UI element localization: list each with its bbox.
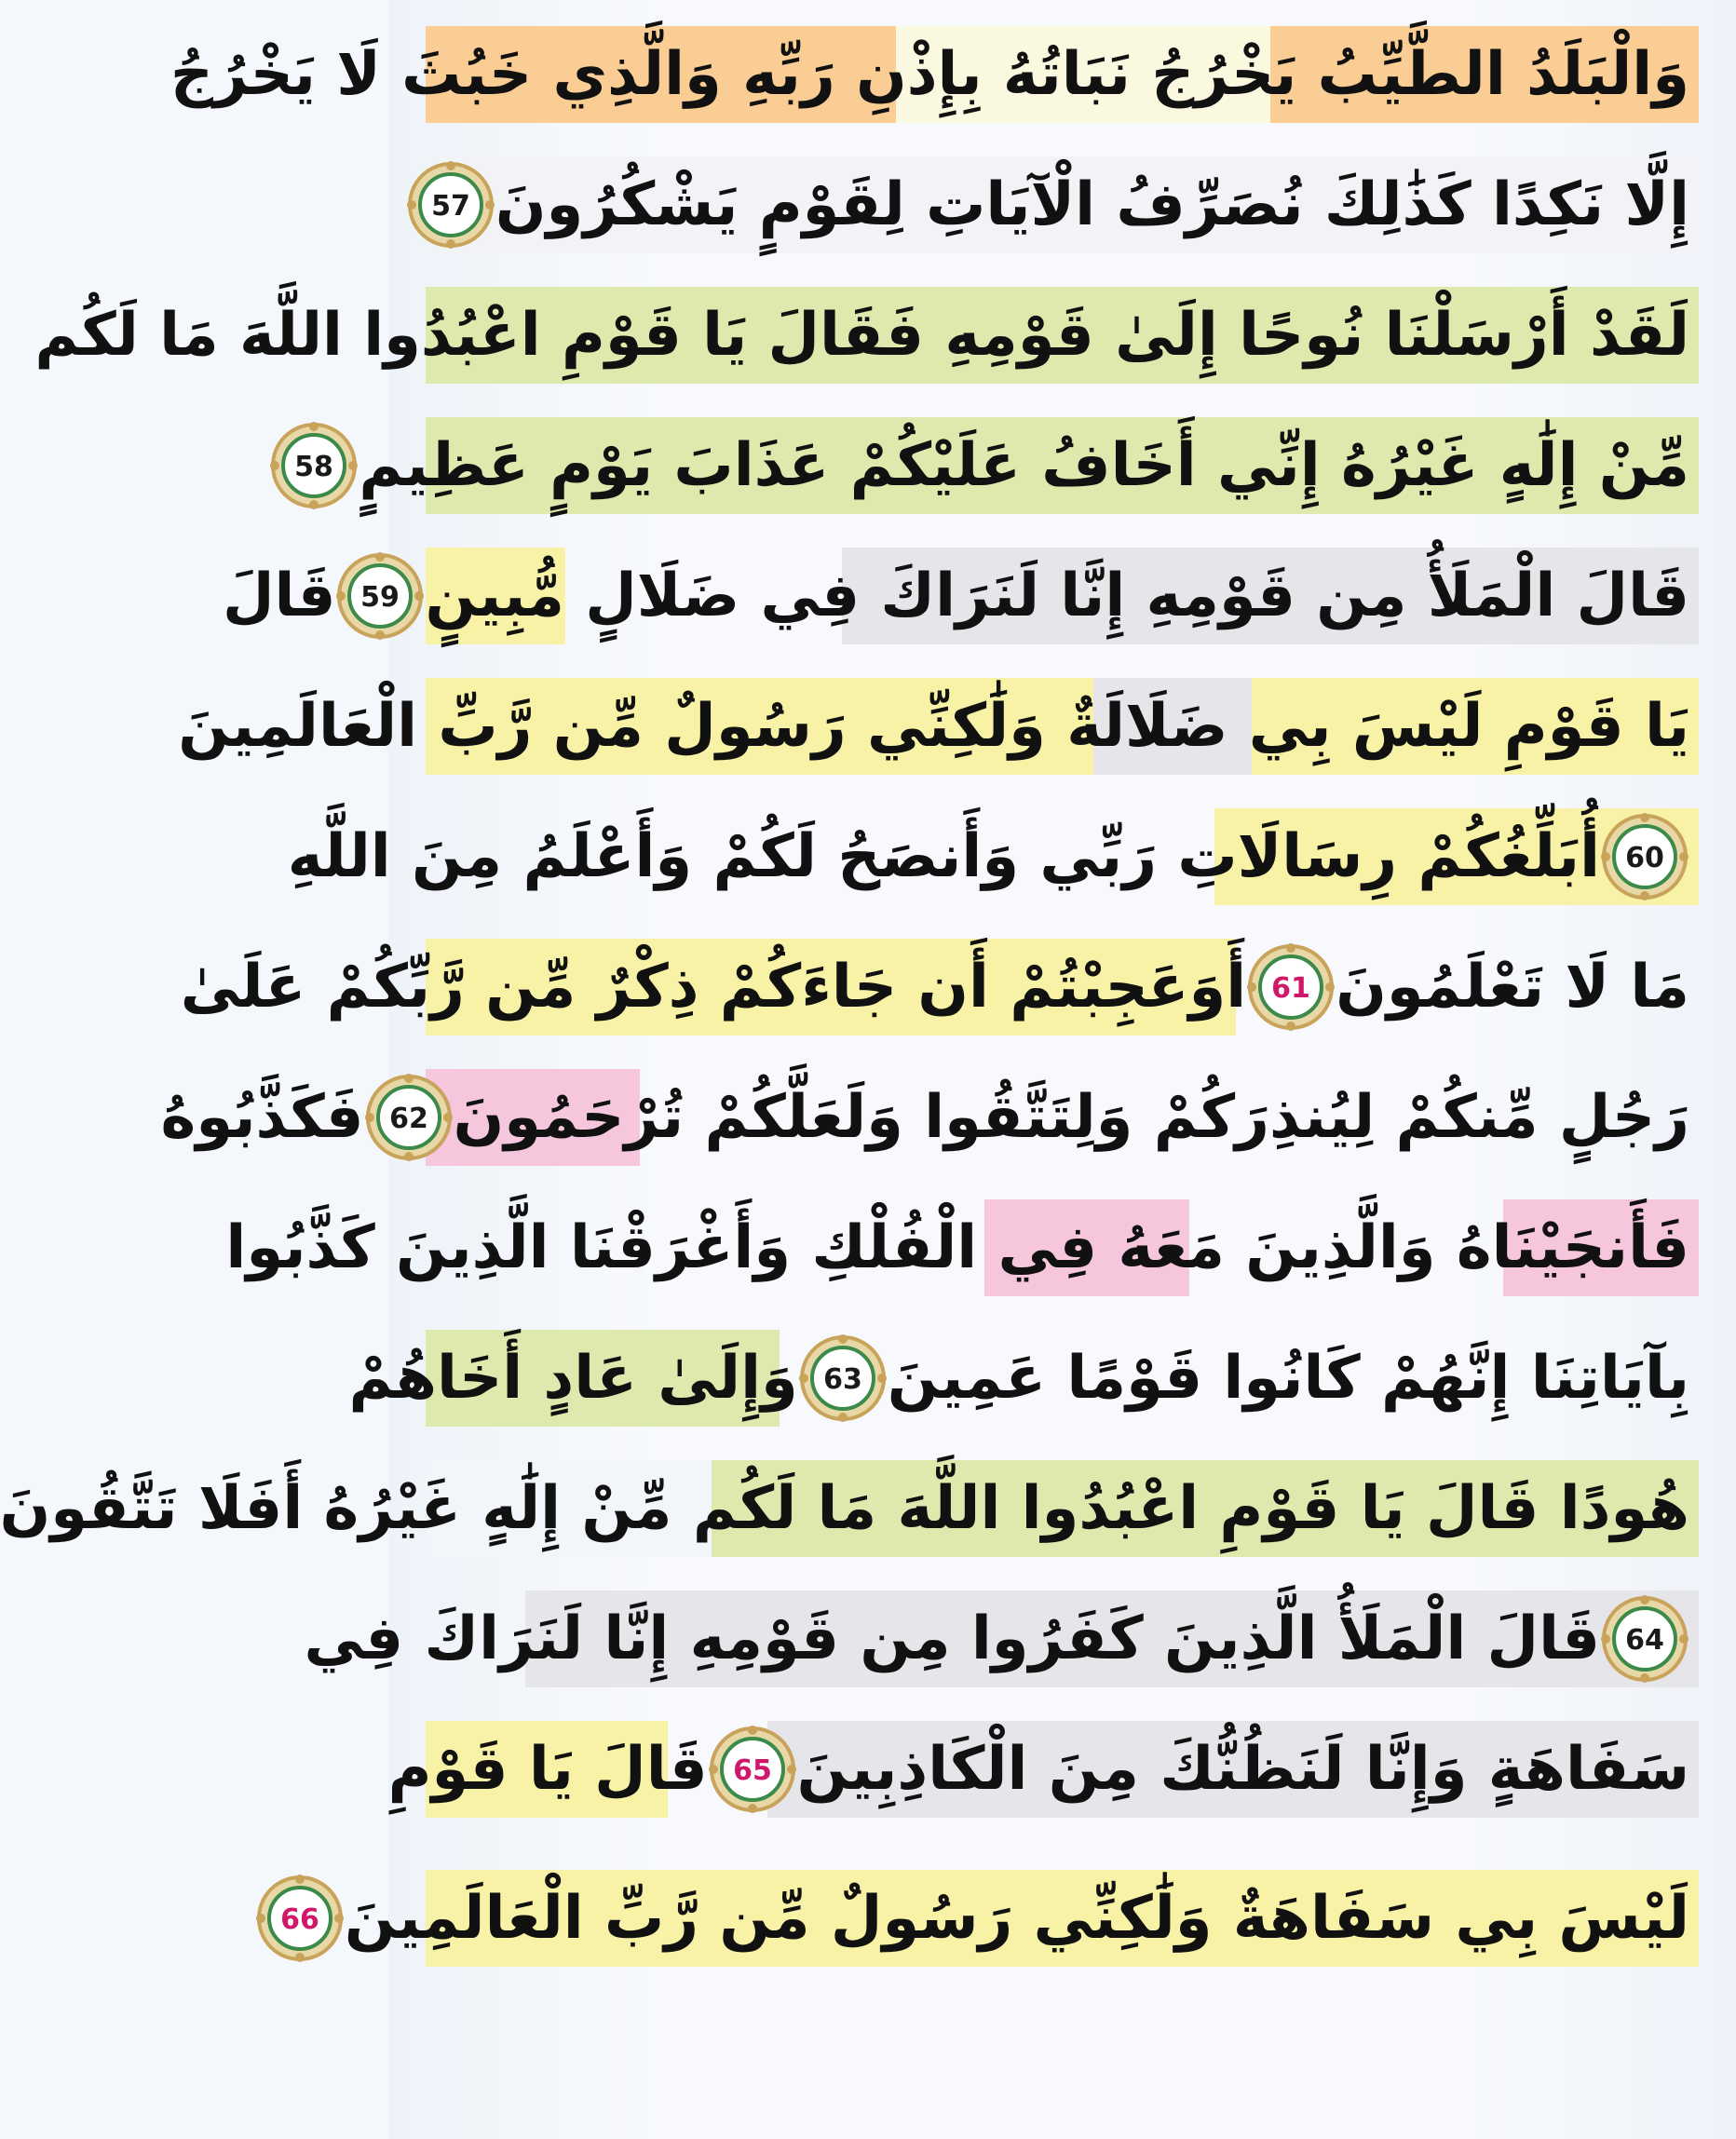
ayah-number-marker — [1600, 1594, 1689, 1684]
ayah-number-marker — [406, 160, 495, 250]
verse-text-row — [387, 1713, 1689, 1825]
verse-text: مَا لَا تَعْلَمُونَ — [1336, 953, 1689, 1022]
ayah-number: 58 — [294, 451, 334, 483]
verse-text-row — [160, 1062, 1689, 1173]
quran-line-5 — [223, 540, 1699, 652]
ayah-number-marker — [798, 1333, 888, 1423]
verse-text: فَأَنجَيْنَاهُ وَالَّذِينَ مَعَهُ فِي الْفُلْكِ وَأَغْرَقْنَا الَّذِينَ كَذَّبُوا — [225, 1213, 1689, 1282]
quran-line-11 — [348, 1322, 1699, 1434]
ayah-number-marker — [708, 1725, 797, 1814]
ayah-rosette-icon — [406, 160, 495, 250]
verse-text: يَا قَوْمِ لَيْسَ بِي ضَلَالَةٌ وَلَٰكِنِّي رَسُولٌ مِّن رَّبِّ الْعَالَمِينَ — [178, 692, 1689, 761]
ayah-number: 59 — [360, 581, 400, 614]
ayah-rosette-icon — [364, 1073, 454, 1162]
ayah-number: 63 — [822, 1363, 862, 1396]
ayah-rosette-icon — [255, 1874, 345, 1963]
quran-line-4 — [294, 410, 1699, 521]
verse-text: لَقَدْ أَرْسَلْنَا نُوحًا إِلَىٰ قَوْمِهِ فَقَالَ يَا قَوْمِ اعْبُدُوا اللَّهَ مَا لَكُم — [34, 301, 1689, 370]
verse-text-row — [287, 801, 1689, 913]
verse-text: هُودًا قَالَ يَا قَوْمِ اعْبُدُوا اللَّهَ مَا لَكُم مِّنْ إِلَٰهٍ غَيْرُهُ أَفَلَا تَتَّقُونَ — [0, 1474, 1689, 1543]
verse-text: مِّنْ إِلَٰهٍ غَيْرُهُ إِنِّي أَخَافُ عَلَيْكُمْ عَذَابَ يَوْمٍ عَظِيمٍ — [359, 431, 1689, 500]
quran-line-12 — [0, 1453, 1699, 1564]
quran-line-7 — [287, 801, 1699, 913]
verse-text-row — [294, 410, 1689, 521]
quran-line-10 — [225, 1192, 1699, 1304]
verse-text-tail: أَوَعَجِبْتُمْ أَن جَاءَكُمْ ذِكْرٌ مِّن رَّبِّكُمْ عَلَىٰ — [180, 953, 1247, 1022]
verse-text: أُبَلِّغُكُمْ رِسَالَاتِ رَبِّي وَأَنصَحُ لَكُمْ وَأَعْلَمُ مِنَ اللَّهِ — [287, 822, 1600, 891]
ayah-rosette-icon — [1600, 812, 1689, 901]
verse-text-row — [223, 540, 1689, 652]
ayah-rosette-icon — [798, 1333, 888, 1423]
verse-text-row — [430, 149, 1689, 261]
ayah-number: 64 — [1625, 1624, 1664, 1657]
quran-line-13 — [304, 1583, 1699, 1695]
ayah-number-marker — [1246, 942, 1336, 1032]
quran-line-14 — [387, 1713, 1699, 1825]
ayah-number-marker — [364, 1073, 454, 1162]
ayah-number-marker — [1600, 812, 1689, 901]
quran-line-9 — [160, 1062, 1699, 1173]
verse-text: بِآيَاتِنَا إِنَّهُمْ كَانُوا قَوْمًا عَمِينَ — [887, 1344, 1689, 1413]
ayah-number: 57 — [430, 190, 470, 223]
verse-text: وَالْبَلَدُ الطَّيِّبُ يَخْرُجُ نَبَاتُهُ بِإِذْنِ رَبِّهِ وَالَّذِي خَبُثَ لَا يَخْرُجُ — [170, 40, 1689, 109]
ayah-number: 60 — [1625, 842, 1664, 874]
verse-text-tail: قَالَ — [223, 562, 336, 630]
ayah-number-marker — [269, 421, 359, 510]
verse-text: لَيْسَ بِي سَفَاهَةٌ وَلَٰكِنِّي رَسُولٌ مِّن رَّبِّ الْعَالَمِينَ — [344, 1884, 1689, 1953]
verse-text: قَالَ الْمَلَأُ الَّذِينَ كَفَرُوا مِن قَوْمِهِ إِنَّا لَنَرَاكَ فِي — [304, 1604, 1600, 1673]
ayah-rosette-icon — [1600, 1594, 1689, 1684]
ayah-number: 61 — [1271, 972, 1311, 1005]
ayah-number-marker — [255, 1874, 345, 1963]
verse-text-tail: قَالَ يَا قَوْمِ — [387, 1735, 708, 1804]
ayah-rosette-icon — [708, 1725, 797, 1814]
verse-text: سَفَاهَةٍ وَإِنَّا لَنَظُنُّكَ مِنَ الْكَاذِبِينَ — [796, 1735, 1689, 1804]
verse-text-row — [348, 1322, 1689, 1434]
ayah-number-marker — [335, 551, 425, 641]
ayah-number: 66 — [280, 1903, 319, 1936]
ayah-rosette-icon — [1246, 942, 1336, 1032]
ayah-number: 65 — [732, 1754, 772, 1787]
verse-text-row — [280, 1862, 1689, 1974]
quran-line-6 — [178, 670, 1699, 782]
verse-text: قَالَ الْمَلَأُ مِن قَوْمِهِ إِنَّا لَنَرَاكَ فِي ضَلَالٍ مُّبِينٍ — [425, 562, 1689, 630]
quran-line-8 — [180, 931, 1699, 1043]
verse-text: إِلَّا نَكِدًا كَذَٰلِكَ نُصَرِّفُ الْآيَاتِ لِقَوْمٍ يَشْكُرُونَ — [495, 170, 1689, 239]
verse-text-row — [180, 931, 1689, 1043]
quran-line-15 — [280, 1862, 1699, 1974]
verse-text-row — [304, 1583, 1689, 1695]
verse-text-tail: وَإِلَىٰ عَادٍ أَخَاهُمْ — [348, 1344, 798, 1413]
verse-text-tail: فَكَذَّبُوهُ — [160, 1083, 364, 1152]
ayah-rosette-icon — [269, 421, 359, 510]
quran-line-1 — [170, 19, 1699, 130]
verse-text: رَجُلٍ مِّنكُمْ لِيُنذِرَكُمْ وَلِتَتَّقُوا وَلَعَلَّكُمْ تُرْحَمُونَ — [453, 1083, 1689, 1152]
ayah-rosette-icon — [335, 551, 425, 641]
ayah-number: 62 — [388, 1103, 428, 1135]
quran-line-3 — [34, 279, 1699, 391]
quran-line-2 — [426, 149, 1699, 261]
